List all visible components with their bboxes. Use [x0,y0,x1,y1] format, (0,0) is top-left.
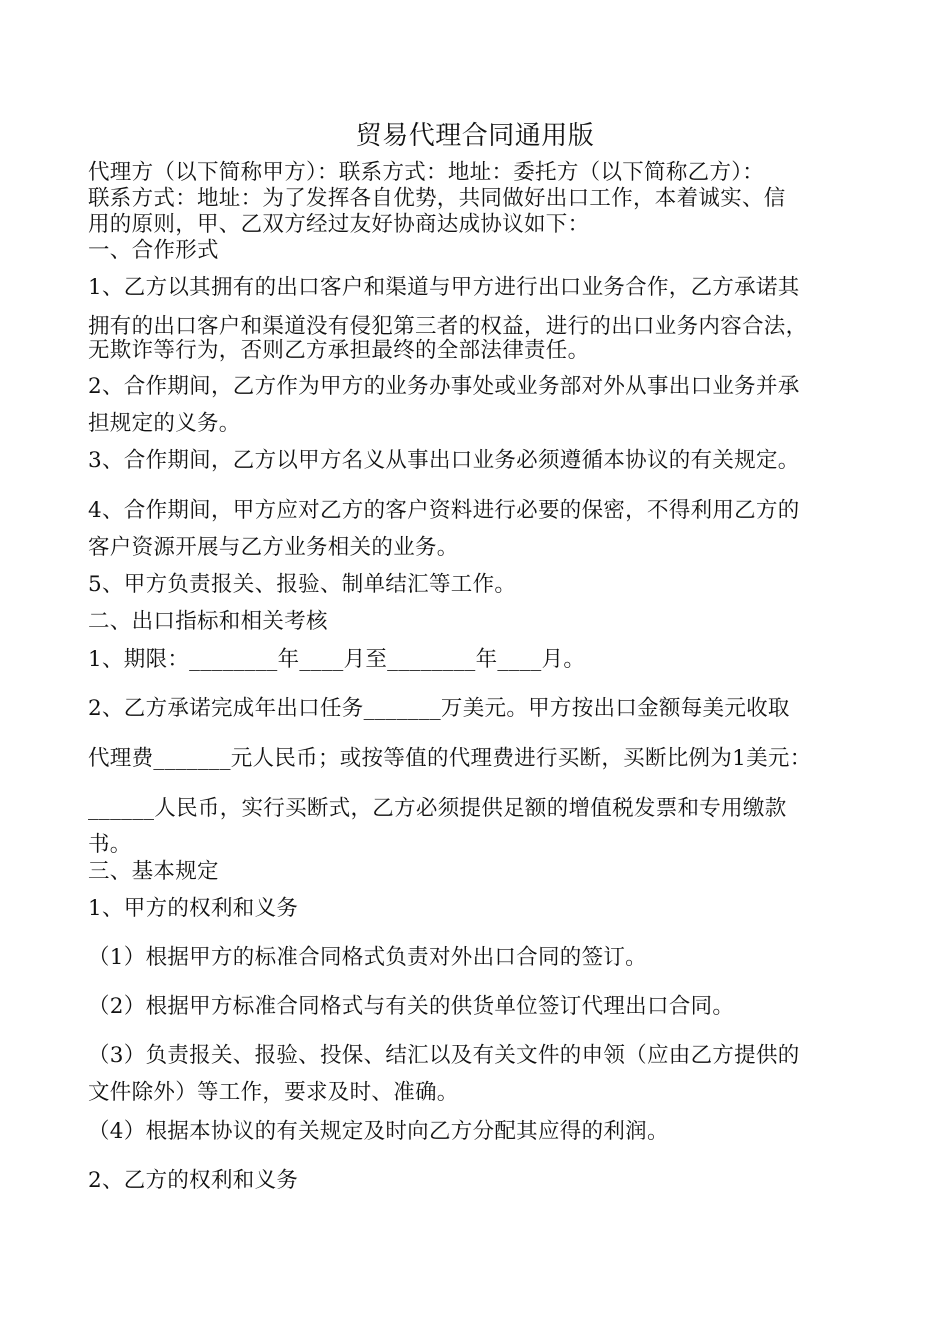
text-line: 1、期限：________年____月至________年____月。 [88,647,586,672]
text-line: 3、合作期间，乙方以甲方名义从事出口业务必须遵循本协议的有关规定。 [88,448,800,473]
text-line: 2、乙方承诺完成年出口任务_______万美元。甲方按出口金额每美元收取 [88,696,790,721]
text-line: 联系方式：地址：为了发挥各自优势，共同做好出口工作，本着诚实、信 [88,186,786,211]
text-line: 代理方（以下简称甲方）：联系方式：地址：委托方（以下简称乙方）： [88,160,765,185]
text-line: 担规定的义务。 [88,411,241,436]
text-line: 2、乙方的权利和义务 [88,1168,299,1193]
section-heading: 三、基本规定 [88,859,219,884]
text-line: 用的原则，甲、乙双方经过友好协商达成协议如下： [88,212,590,237]
text-line: 1、乙方以其拥有的出口客户和渠道与甲方进行出口业务合作，乙方承诺其 [88,275,800,300]
text-line: 1、甲方的权利和义务 [88,896,299,921]
text-line: 5、甲方负责报关、报验、制单结汇等工作。 [88,572,517,597]
text-line: 书。 [88,832,132,857]
text-line: （1）根据甲方的标准合同格式负责对外出口合同的签订。 [88,945,647,970]
section-heading: 二、出口指标和相关考核 [88,609,328,634]
text-line: （2）根据甲方标准合同格式与有关的供货单位签订代理出口合同。 [88,994,735,1019]
text-line: 客户资源开展与乙方业务相关的业务。 [88,535,459,560]
text-line: 代理费_______元人民币；或按等值的代理费进行买断，买断比例为1美元： [88,746,812,771]
text-line: 4、合作期间，甲方应对乙方的客户资料进行必要的保密，不得利用乙方的 [88,498,800,523]
text-line: 拥有的出口客户和渠道没有侵犯第三者的权益，进行的出口业务内容合法， [88,314,808,339]
text-line: 文件除外）等工作，要求及时、准确。 [88,1080,459,1105]
text-line: 无欺诈等行为，否则乙方承担最终的全部法律责任。 [88,338,590,363]
text-line: （4）根据本协议的有关规定及时向乙方分配其应得的利润。 [88,1119,669,1144]
text-line: 2、合作期间，乙方作为甲方的业务办事处或业务部对外从事出口业务并承 [88,374,800,399]
document-title: 贸易代理合同通用版 [355,121,595,151]
section-heading: 一、合作形式 [88,238,219,263]
text-line: （3）负责报关、报验、投保、结汇以及有关文件的申领（应由乙方提供的 [88,1043,800,1068]
text-line: ______人民币，实行买断式，乙方必须提供足额的增值税发票和专用缴款 [88,796,787,821]
